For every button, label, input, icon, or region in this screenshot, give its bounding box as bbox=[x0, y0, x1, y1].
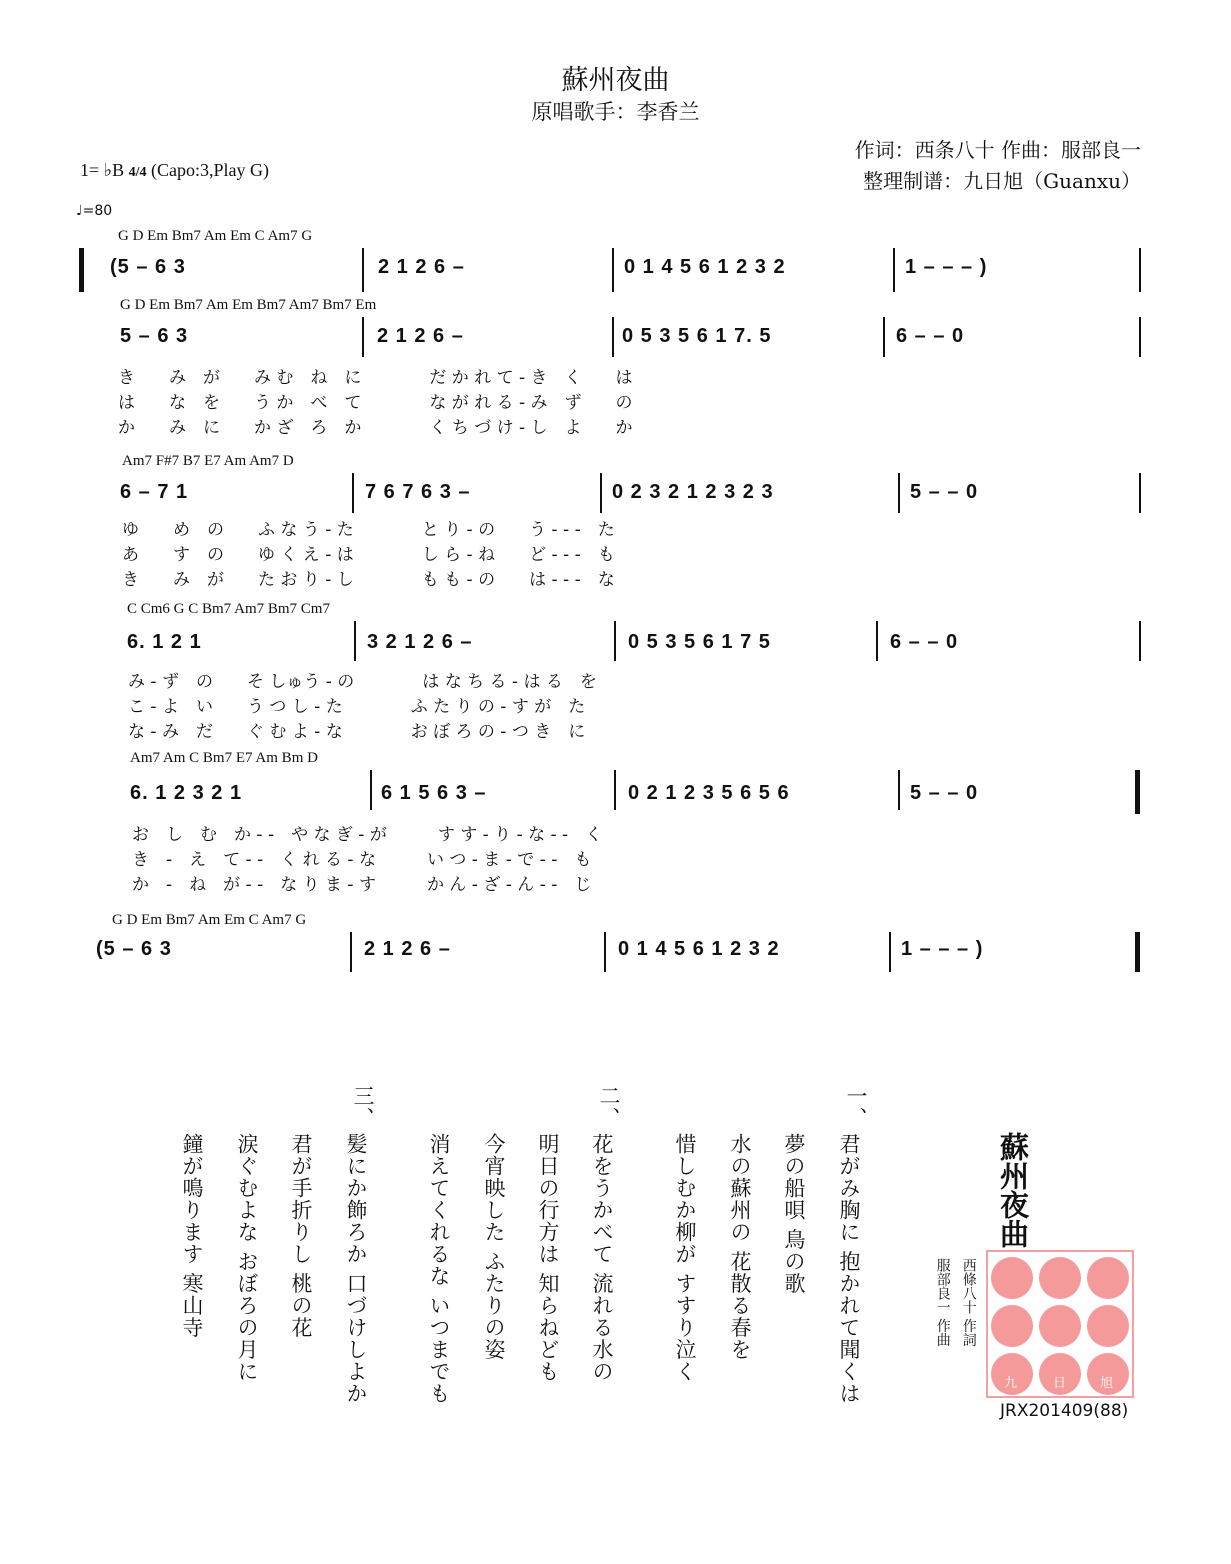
key-signature-line bbox=[80, 160, 269, 181]
barline bbox=[354, 621, 356, 661]
original-singer: 原唱歌手：李香兰 bbox=[531, 100, 700, 124]
barline bbox=[898, 473, 900, 513]
lyric-line: ゆ め の ふ な う - た と り - の う - - - た bbox=[122, 520, 615, 540]
lyricist-composer: 作词：西条八十 作曲：服部良一 bbox=[854, 138, 1141, 162]
seal-dot bbox=[1039, 1257, 1081, 1299]
measure: 2 1 2 6 – bbox=[377, 325, 464, 347]
barline bbox=[1139, 621, 1141, 661]
repeat-end-barline bbox=[1135, 770, 1140, 814]
measure: 0 2 3 2 1 2 3 2 3 bbox=[612, 481, 774, 503]
barline bbox=[350, 932, 352, 972]
lyric-line: み - ず の そ しゅう - の は な ち る - は る を bbox=[128, 672, 597, 692]
barline bbox=[370, 770, 372, 810]
lyric-column: 夢の船唄 鳥の歌 bbox=[782, 1133, 806, 1295]
verse-number: 一、 bbox=[844, 1085, 868, 1129]
barline bbox=[362, 248, 364, 292]
lyric-line: あ す の ゆ く え - は し ら - ね ど - - - も bbox=[122, 545, 615, 565]
lyric-line: な - み だ ぐ む よ - な お ぼ ろ の - つ き に bbox=[128, 722, 586, 742]
key-signature: 1= ♭B bbox=[80, 160, 125, 180]
measure: 5 – 6 3 bbox=[120, 325, 189, 347]
lyric-line: お し む か - - や な ぎ - が す す - り - な - - く bbox=[132, 825, 603, 845]
seal-label: 日 bbox=[1053, 1376, 1067, 1391]
measure: 3 2 1 2 6 – bbox=[367, 631, 473, 653]
measure: 5 – – 0 bbox=[910, 481, 979, 503]
barline bbox=[612, 317, 614, 357]
barline bbox=[352, 473, 354, 513]
verse-number: 二、 bbox=[597, 1085, 621, 1129]
measure: 2 1 2 6 – bbox=[378, 256, 465, 278]
lyric-column: 明日の行方は 知らねども bbox=[536, 1133, 560, 1383]
lyric-column: 涙ぐむよな おぼろの月に bbox=[235, 1133, 259, 1383]
repeat-start-barline bbox=[79, 248, 84, 292]
measure: 1 – – – ) bbox=[901, 938, 984, 960]
measure: 6. 1 2 3 2 1 bbox=[130, 782, 243, 804]
verse-number: 三、 bbox=[351, 1085, 375, 1129]
lyric-line: か み に か ざ ろ か く ち づ け - し よ か bbox=[118, 418, 633, 438]
lyric-column: 鐘が鳴ります 寒山寺 bbox=[180, 1133, 204, 1339]
final-barline bbox=[1135, 932, 1140, 972]
barline bbox=[614, 621, 616, 661]
chord-row: G D Em Bm7 Am Em C Am7 G bbox=[112, 912, 307, 928]
seal-dot bbox=[991, 1257, 1033, 1299]
barline bbox=[614, 770, 616, 810]
measure: 6 1 5 6 3 – bbox=[381, 782, 487, 804]
measure: 6 – – 0 bbox=[896, 325, 965, 347]
barline bbox=[1139, 317, 1141, 357]
measure: 1 – – – ) bbox=[905, 256, 988, 278]
measure: 0 1 4 5 6 1 2 3 2 bbox=[618, 938, 780, 960]
lyric-line: は な を う か べ て な が れ る - み ず の bbox=[118, 393, 633, 413]
capo-info: (Capo:3,Play G) bbox=[151, 160, 270, 180]
barline bbox=[893, 248, 895, 292]
measure: 6 – 7 1 bbox=[120, 481, 189, 503]
barline bbox=[362, 317, 364, 357]
measure: 2 1 2 6 – bbox=[364, 938, 451, 960]
seal-dot bbox=[1087, 1257, 1129, 1299]
barline bbox=[876, 621, 878, 661]
stamp-lyricist: 西條八十 作詞 bbox=[960, 1258, 977, 1347]
seal-dot bbox=[1087, 1305, 1129, 1347]
barline bbox=[600, 473, 602, 513]
chord-row: Am7 F#7 B7 E7 Am Am7 D bbox=[122, 453, 294, 469]
tempo-mark: ♩=80 bbox=[76, 203, 113, 219]
measure: 7 6 7 6 3 – bbox=[365, 481, 471, 503]
song-title: 蘇州夜曲 bbox=[561, 65, 670, 96]
lyric-line: き - え て - - く れ る - な い つ - ま - で - - も bbox=[132, 850, 592, 870]
chord-row: G D Em Bm7 Am Em C Am7 G bbox=[118, 228, 313, 244]
stamp-title: 蘇州夜曲 bbox=[996, 1132, 1030, 1248]
measure: 0 5 3 5 6 1 7. 5 bbox=[622, 325, 772, 347]
seal-grid bbox=[986, 1250, 1134, 1398]
measure: 0 1 4 5 6 1 2 3 2 bbox=[624, 256, 786, 278]
seal-dot bbox=[1039, 1305, 1081, 1347]
barline bbox=[1139, 248, 1141, 292]
barline bbox=[612, 248, 614, 292]
lyric-column: 惜しむか柳が すすり泣く bbox=[673, 1133, 697, 1383]
lyric-line: こ - よ い う つ し - た ふ た り の - す が た bbox=[128, 697, 586, 717]
barline bbox=[898, 770, 900, 810]
arranger: 整理制谱：九日旭（Guanxu） bbox=[863, 169, 1141, 193]
score-code: JRX201409(88) bbox=[1000, 1401, 1129, 1421]
lyric-column: 消えてくれるな いつまでも bbox=[427, 1133, 451, 1405]
lyric-column: 花をうかべて 流れる水の bbox=[590, 1133, 614, 1383]
chord-row: Am7 Am C Bm7 E7 Am Bm D bbox=[130, 750, 318, 766]
time-signature: 4/4 bbox=[128, 165, 147, 180]
lyric-line: き み が み む ね に だ か れ て - き く は bbox=[118, 368, 633, 388]
seal-dot bbox=[991, 1305, 1033, 1347]
measure: (5 – 6 3 bbox=[96, 938, 172, 960]
barline bbox=[1139, 473, 1141, 513]
barline bbox=[889, 932, 891, 972]
lyric-column: 君がみ胸に 抱かれて聞くは bbox=[837, 1133, 861, 1405]
measure: 6. 1 2 1 bbox=[127, 631, 202, 653]
lyric-line: か - ね が - - な り ま - す か ん - ざ - ん - - じ bbox=[132, 875, 592, 895]
seal-label: 九 bbox=[1004, 1376, 1018, 1391]
stamp-composer: 服部良一 作曲 bbox=[934, 1258, 951, 1347]
chord-row: C Cm6 G C Bm7 Am7 Bm7 Cm7 bbox=[127, 601, 330, 617]
lyric-column: 今宵映した ふたりの姿 bbox=[482, 1133, 506, 1361]
seal-label: 旭 bbox=[1100, 1376, 1114, 1391]
lyric-line: き み が た お り - し も も - の は - - - な bbox=[122, 570, 615, 590]
measure: 0 5 3 5 6 1 7 5 bbox=[628, 631, 771, 653]
measure: (5 – 6 3 bbox=[110, 256, 186, 278]
measure: 0 2 1 2 3 5 6 5 6 bbox=[628, 782, 790, 804]
barline bbox=[604, 932, 606, 972]
measure: 5 – – 0 bbox=[910, 782, 979, 804]
chord-row: G D Em Bm7 Am Em Bm7 Am7 Bm7 Em bbox=[120, 297, 377, 313]
lyric-column: 水の蘇州の 花散る春を bbox=[728, 1133, 752, 1361]
lyric-column: 髪にか飾ろか 口づけしよか bbox=[344, 1133, 368, 1405]
measure: 6 – – 0 bbox=[890, 631, 959, 653]
lyric-column: 君が手折りし 桃の花 bbox=[289, 1133, 313, 1339]
barline bbox=[883, 317, 885, 357]
